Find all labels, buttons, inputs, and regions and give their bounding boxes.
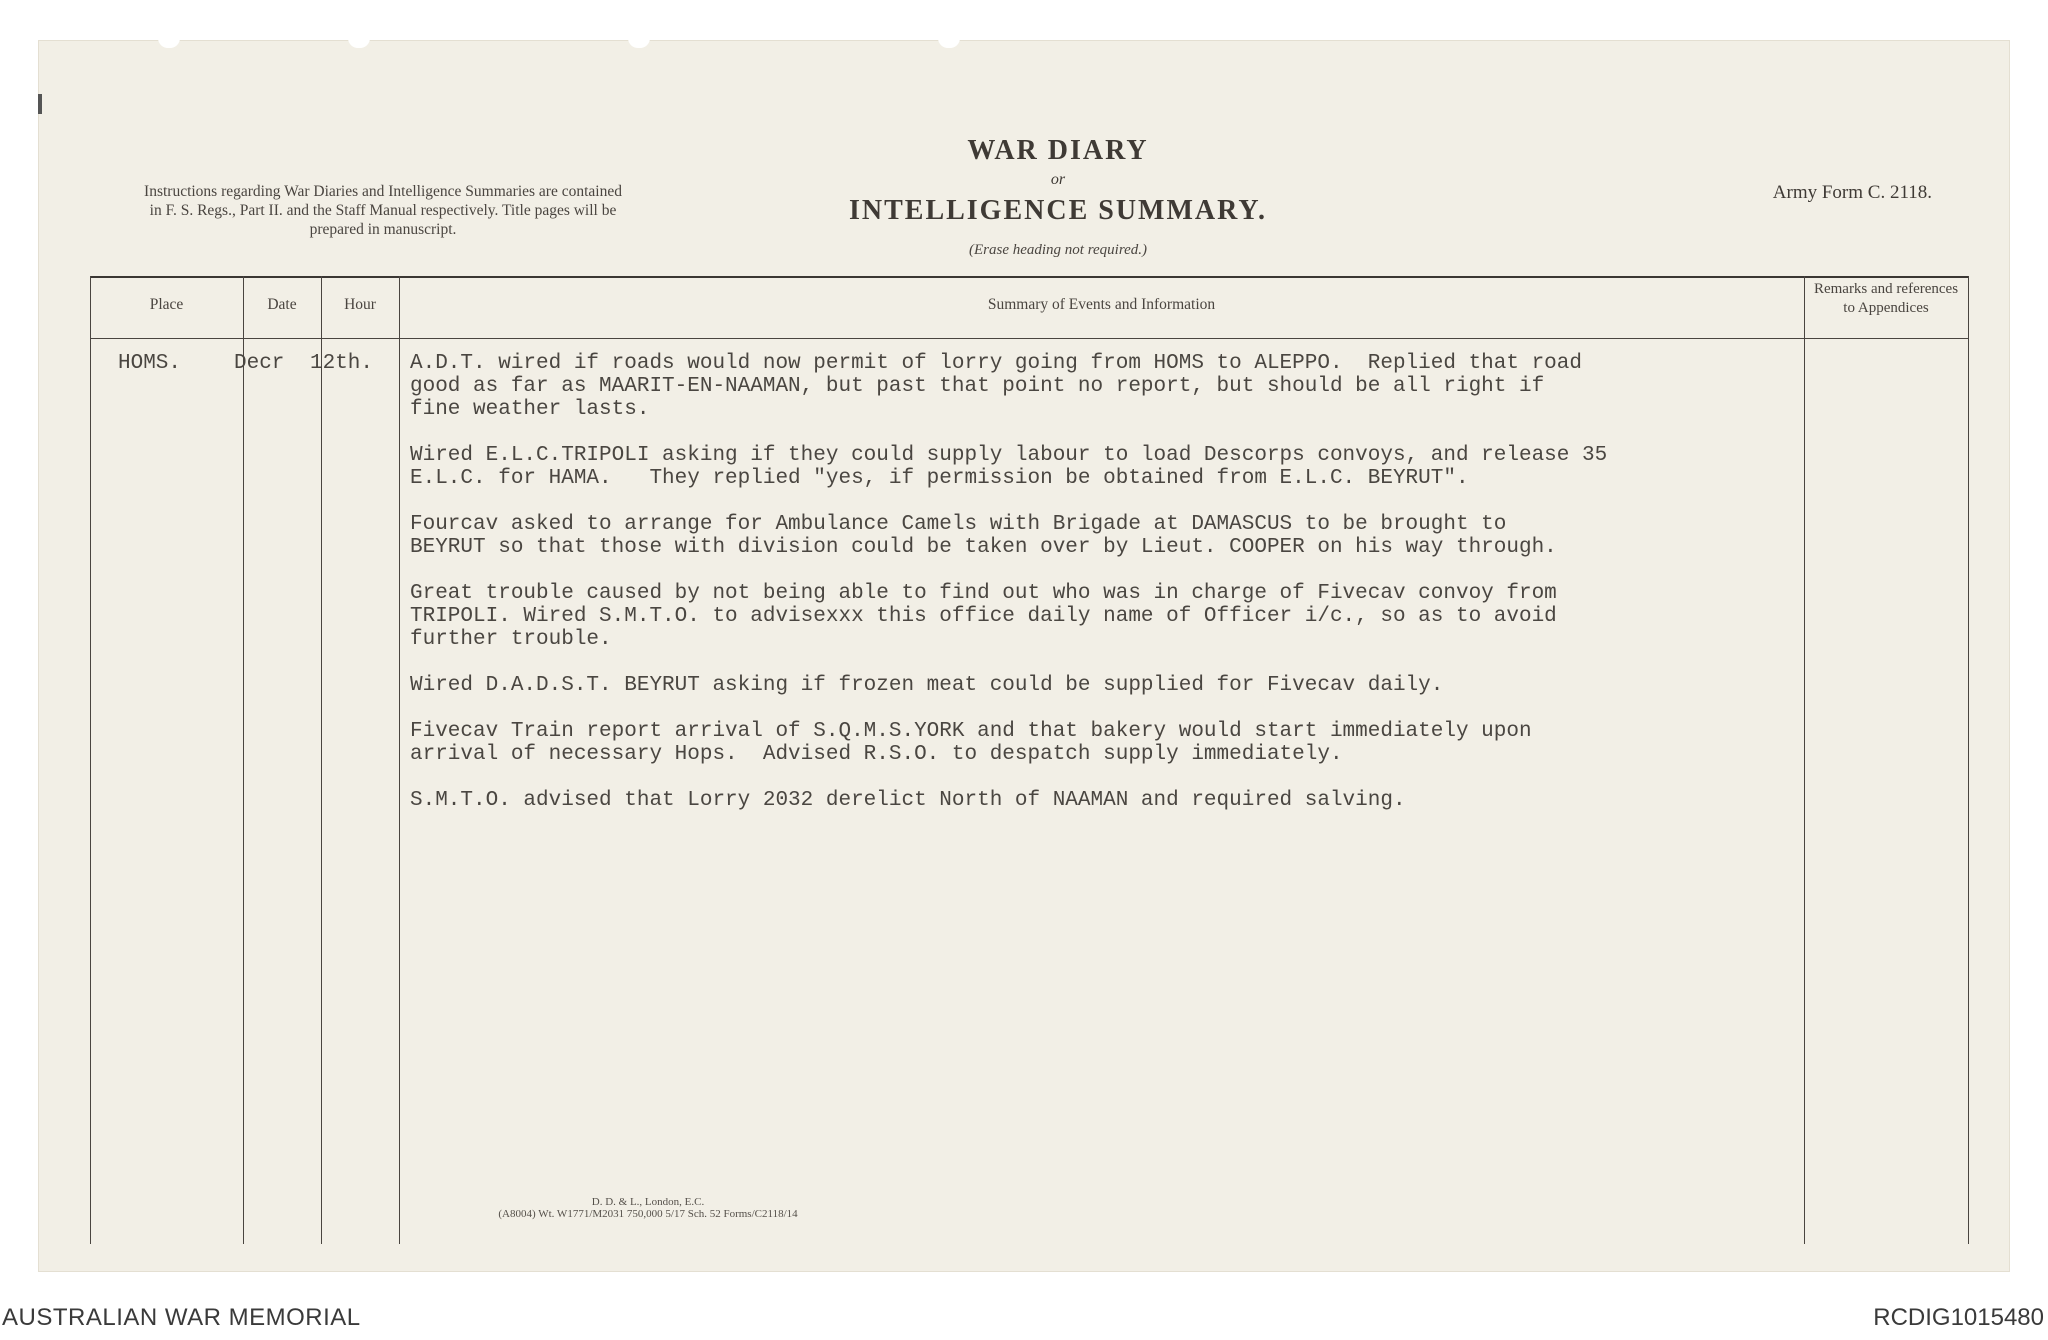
summary-entry: A.D.T. wired if roads would now permit of lorry going from HOMS to ALEPPO. Replied that road good as far as MAARIT-EN-NAAMAN, but past that point no report, but should be all right if fine weather lasts. xyxy=(410,352,1582,421)
punch-notch xyxy=(158,38,180,48)
column-divider xyxy=(90,276,91,1244)
title-block xyxy=(798,40,1318,280)
diary-sheet xyxy=(38,40,2010,1272)
title-war-diary: WAR DIARY xyxy=(967,135,1149,166)
summary-entry: Wired D.A.D.S.T. BEYRUT asking if frozen meat could be supplied for Fivecav daily. xyxy=(410,674,1444,697)
imprint-line: D. D. & L., London, E.C. xyxy=(591,1196,705,1208)
summary-entry: Great trouble caused by not being able to find out who was in charge of Fivecav convoy from TRIPOLI. Wired S.M.T.O. to advisexxx this office daily name of Officer i/c., so as to avoid further trouble. xyxy=(410,582,1557,651)
summary-entry: Fourcav asked to arrange for Ambulance Camels with Brigade at DAMASCUS to be brought to BEYRUT so that those with division could be taken over by Lieut. COOPER on his way through. xyxy=(410,513,1557,559)
archive-reference: RCDIG1015480 xyxy=(1873,1304,2044,1331)
erase-heading-note: (Erase heading not required.) xyxy=(968,242,1148,258)
column-divider xyxy=(399,276,400,1244)
entry-place: HOMS. xyxy=(118,352,182,375)
summary-entry: Wired E.L.C.TRIPOLI asking if they could supply labour to load Descorps convoys, and release 35 E.L.C. for HAMA. They replied "yes, if permission be obtained from E.L.C. BEYRUT". xyxy=(410,444,1608,490)
title-or: or xyxy=(1050,171,1066,188)
punch-notch xyxy=(628,38,650,48)
column-header-remarks: Remarks and references to Appendices xyxy=(1813,281,1959,316)
column-header-place: Place xyxy=(149,296,184,313)
column-header-hour: Hour xyxy=(344,296,376,313)
column-divider xyxy=(321,276,322,1244)
entry-date: Decr xyxy=(234,352,285,375)
column-divider xyxy=(243,276,244,1244)
summary-entries xyxy=(410,352,1810,835)
title-intelligence-summary: INTELLIGENCE SUMMARY. xyxy=(848,195,1268,226)
printer-imprint xyxy=(438,1196,858,1220)
imprint-line: (A8004) Wt. W1771/M2031 750,000 5/17 Sch. 52 Forms/C2118/14 xyxy=(498,1208,798,1220)
punch-notch xyxy=(348,38,370,48)
summary-entry: S.M.T.O. advised that Lorry 2032 derelict North of NAAMAN and required salving. xyxy=(410,789,1406,812)
instructions-note: Instructions regarding War Diaries and Intelligence Summaries are contained in F. S. Regs., Part II. and the Staff Manual respectively. Title pages will be prepared in manuscript. xyxy=(144,183,622,238)
army-form-number: Army Form C. 2118. xyxy=(1772,182,1932,203)
column-header-rule xyxy=(90,338,1968,339)
column-header-summary: Summary of Events and Information xyxy=(987,296,1216,313)
entry-hour: 12th. xyxy=(310,352,374,375)
column-divider xyxy=(1968,276,1969,1244)
binder-mark xyxy=(38,94,42,114)
archive-credit: AUSTRALIAN WAR MEMORIAL xyxy=(2,1304,361,1331)
column-header-date: Date xyxy=(267,296,297,313)
summary-entry: Fivecav Train report arrival of S.Q.M.S.YORK and that bakery would start immediately upon arrival of necessary Hops. Advised R.S.O. to despatch supply immediately. xyxy=(410,720,1532,766)
header-rule xyxy=(90,276,1968,278)
